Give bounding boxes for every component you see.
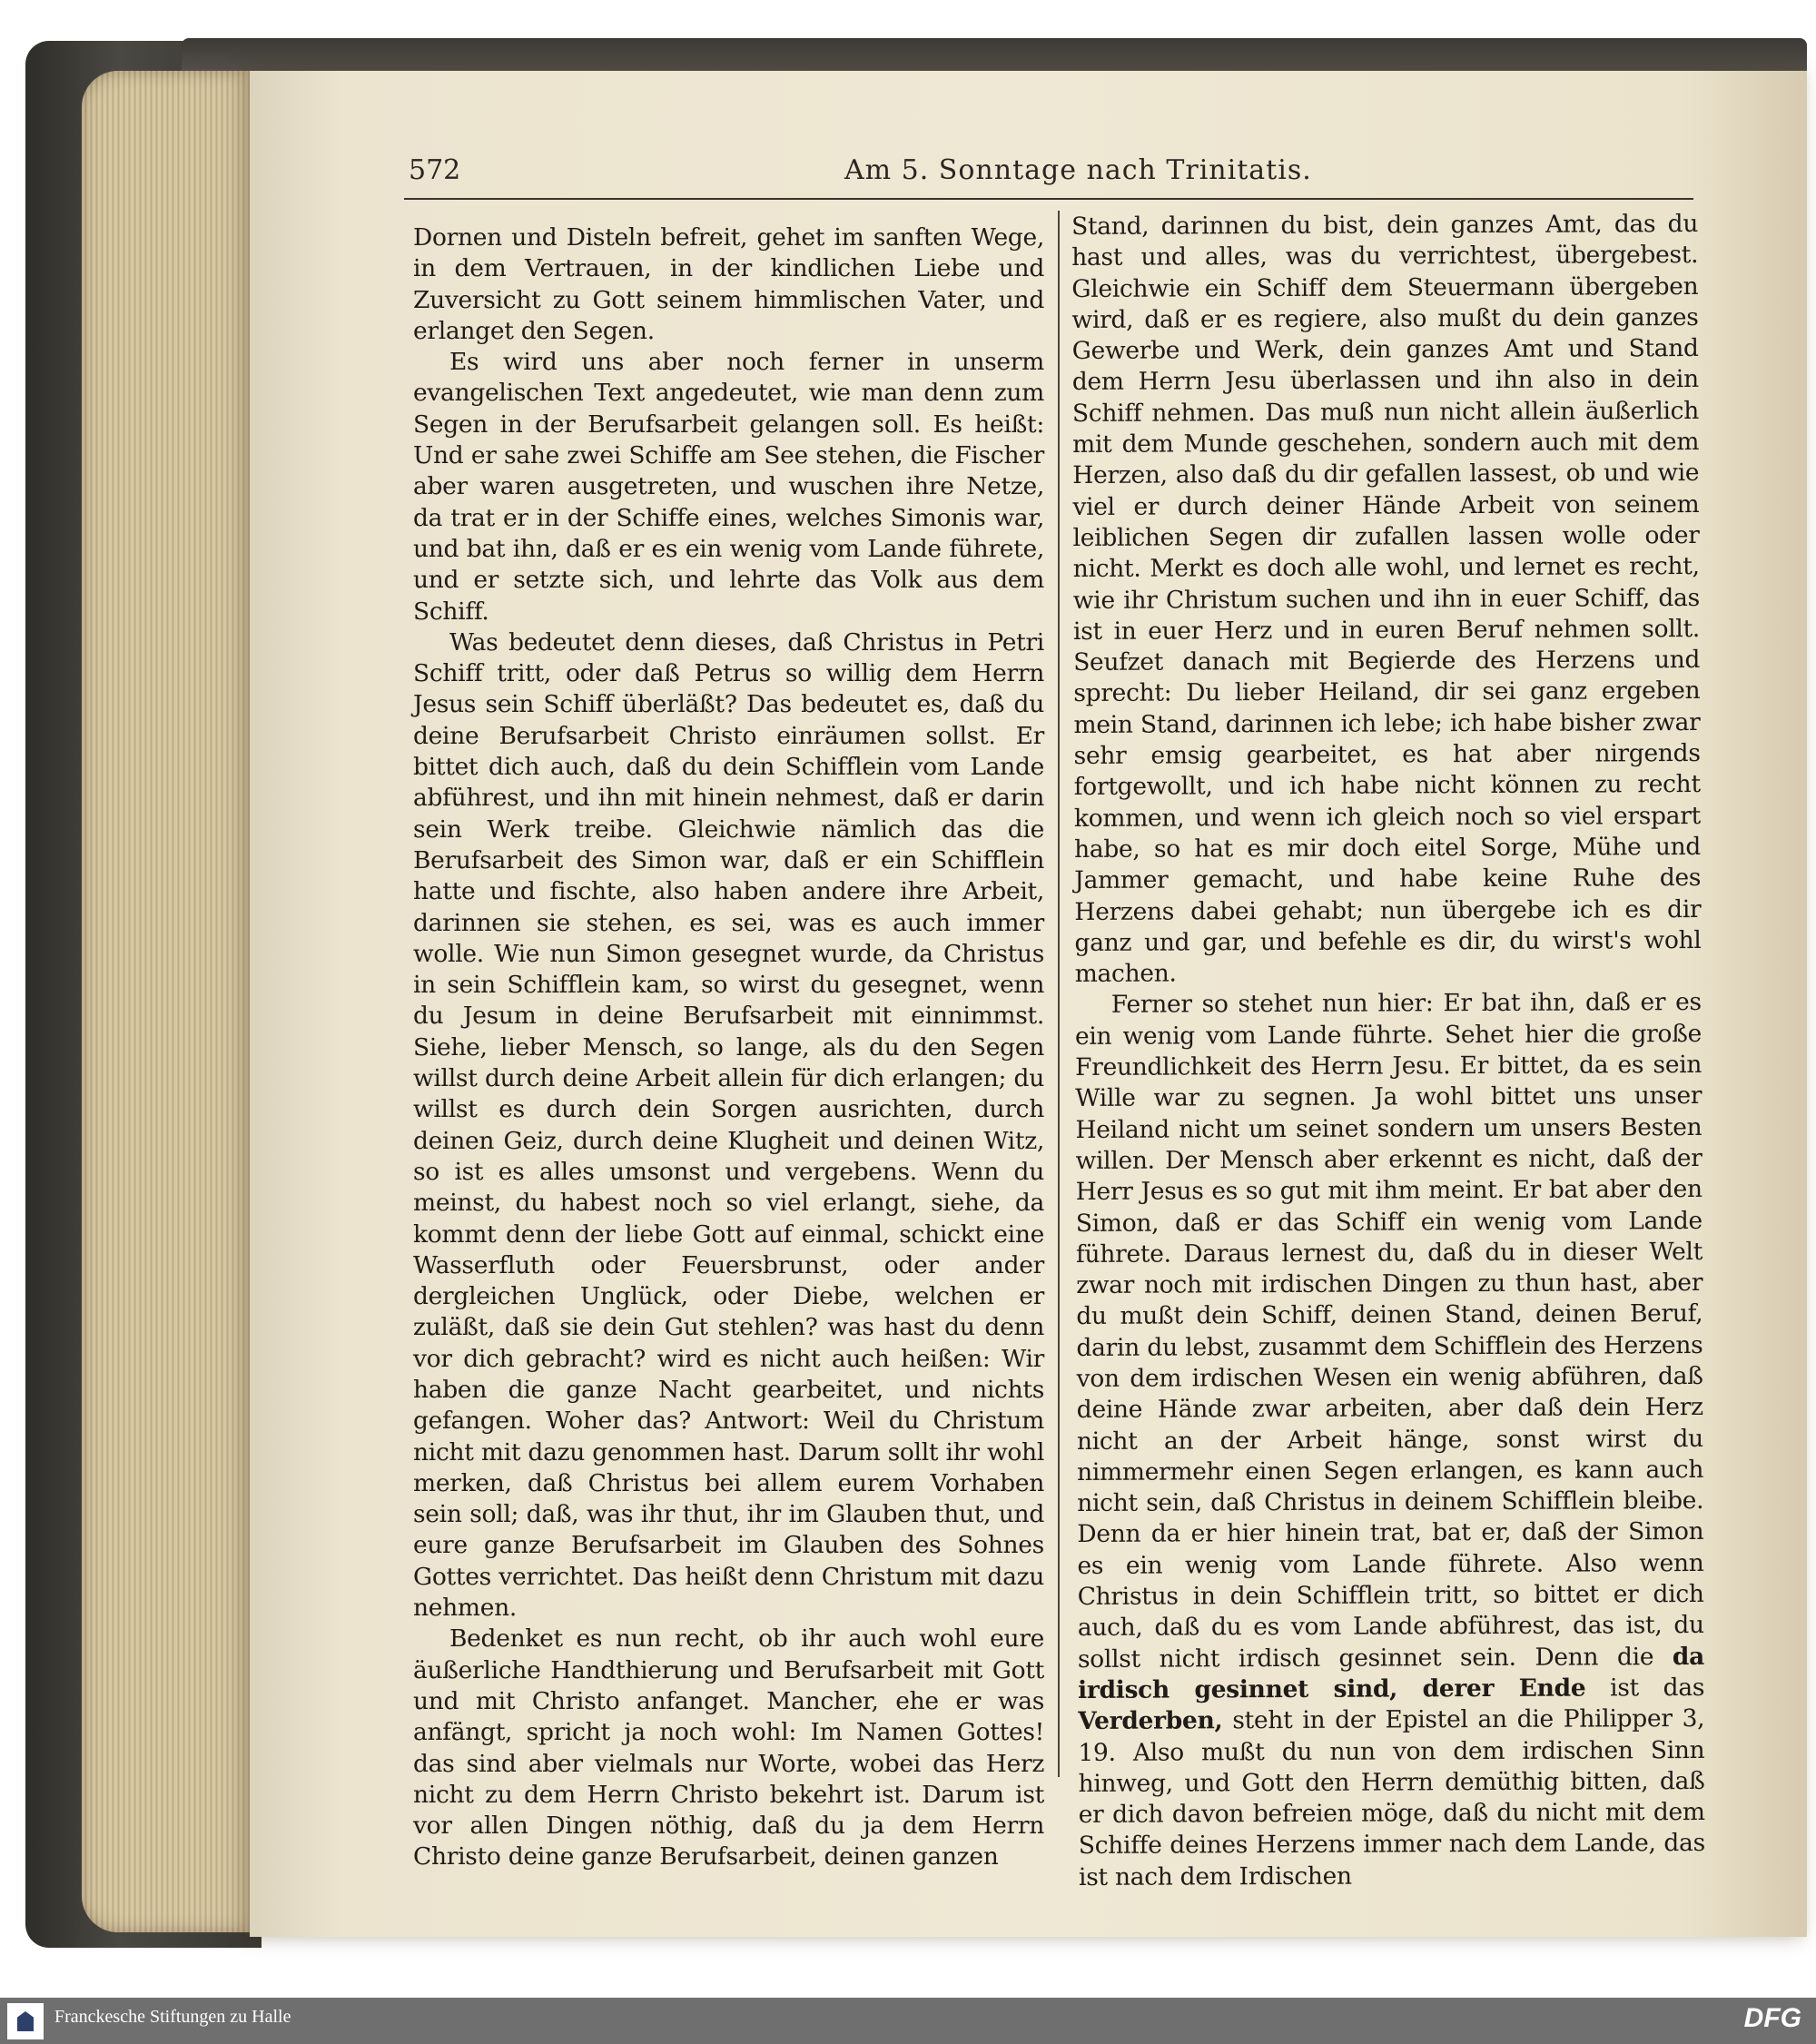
text-run: steht in der Epistel an die Philipper 3, 19. Also mußt du nun von dem irdischen Sinn hinweg, und Gott den Herrn demüthig bitten, daß er dich davon befreien möge, daß du nicht mit dem Schiffe deines Herzens immer nach dem Lande, das ist nach dem Irdischen <box>1078 1704 1705 1891</box>
bold-quote: da irdisch gesinnet sind, derer Ende <box>1078 1642 1705 1704</box>
text-run: Ferner so stehet nun hier: Er bat ihn, daß er es ein wenig vom Lande führte. Sehet hier die große Freundlichkeit des Herrn Jesu. Er bittet, da es sein Wille war zu segnen. Ja wohl bittet uns unser Heiland nicht um seinet sondern um unsers Besten willen. Der Mensch aber erkennt es nicht, daß der Herr Jesus es so gut mit ihm meint. Er bat aber den Simon, daß er das Schiff ein wenig vom Lande führete. Daraus lernest du, daß du in dieser Welt zwar noch mit irdischen Dingen zu thun hast, aber du mußt dein Schiff, deinen Stand, deinen Beruf, darin du lebst, zusammt dem Schifflein des Herzens von dem irdischen Wesen ein wenig abführen, daß deine Hände zwar arbeiten, aber daß dein Herz nicht an der Arbeit hänge, sonst wirst du nimmermehr einen Segen erlangen, es kann auch nicht sein, daß Christus in deinem Schifflein bleibe. Denn da er hier hinein trat, bat er, daß der Simon es ein wenig vom Lande führete. Also wenn Christus in dein Schifflein tritt, so bittet er dich auch, daß du es vom Lande abführest, das ist, du sollst nicht irdisch gesinnet sein. Denn die <box>1074 988 1704 1674</box>
viewer-footer <box>0 1998 1816 2044</box>
bold-quote: Verderben, <box>1078 1706 1223 1736</box>
paragraph: Stand, darinnen du bist, dein ganzes Amt, das du hast und alles, was du verrichtest, übergebest. Gleichwie ein Schiff dem Steuermann übergeben wird, daß er es regiere, also mußt du dein ganzes Gewerbe und Werk, dein ganzes Amt und Stand dem Herrn Jesu überlassen und ihn also in dein Schiff nehmen. Das muß nun nicht allein äußerlich mit dem Munde geschehen, sondern auch mit dem Herzen, also daß du dir gefallen lassest, ob und wie viel er durch deiner Hände Arbeit von seinem leiblichen Segen dir zufallen lassen wolle oder nicht. Merkt es doch alle wohl, und lernet es recht, wie ihr Christum suchen und ihn in euer Schiff, das ist in euer Herz und in euren Beruf nehmen sollt. Seufzet danach mit Begierde des Herzens und sprecht: Du lieber Heiland, dir sei ganz ergeben mein Stand, darinnen ich lebe; ich habe bisher zwar sehr emsig gearbeitet, es hat aber nirgends fortgewollt, und ich habe nicht können zu recht kommen, und wenn ich gleich noch so viel erspart habe, so hat es mir doch eitel Sorge, Mühe und Jammer gemacht, und habe keine Ruhe des Herzens dabei gehabt; nun übergebe ich es dir ganz und gar, und befehle es dir, du wirst's wohl machen. <box>1071 209 1702 989</box>
paragraph: Es wird uns aber noch ferner in unserm evangelischen Text angedeutet, wie man denn zum Segen in der Berufsarbeit gelangen soll. Es heißt: Und er sahe zwei Schiffe am See stehen, die Fischer aber waren ausgetreten, und wuschen ihre Netze, da trat er in der Schiffe eines, welches Simonis war, und bat ihn, daß er es ein wenig vom Lande führete, und er setzte sich, und lehrte das Volk aus dem Schiff. <box>413 348 1044 626</box>
text-run: ist das <box>1585 1673 1705 1703</box>
dfg-logo: DFG <box>1743 2003 1801 2033</box>
paragraph: Dornen und Disteln befreit, gehet im sanften Wege, in dem Vertrauen, in der kindlichen Liebe und Zuversicht zu Gott seinem himmlischen Vater, und erlanget den Segen. <box>413 223 1044 345</box>
running-title: Am 5. Sonntage nach Trinitatis. <box>844 154 1312 186</box>
column-divider <box>1058 211 1060 1777</box>
paragraph: Was bedeutet denn dieses, daß Christus in Petri Schiff tritt, oder daß Petrus so willig dem Herrn Jesus sein Schiff überläßt? Das bedeutet es, daß du deine Berufsarbeit Christo einräumen sollst. Er bittet dich auch, daß du dein Schifflein vom Lande abführest, und ihn mit hinein nehmest, daß er darin sein Werk treibe. Gleichwie nämlich das die Berufsarbeit des Simon war, daß er ein Schifflein hatte und fischte, also haben andere ihre Arbeit, darinnen sie stehen, es sei, was es auch immer wolle. Wie nun Simon gesegnet wurde, da Christus in sein Schifflein kam, so wirst du gesegnet, wenn du Jesum in deine Berufsarbeit mit einnimmst. Siehe, lieber Mensch, so lange, als du den Segen willst durch deine Arbeit allein für dich erlangen; du willst es durch dein Sorgen ausrichten, durch deinen Geiz, durch deine Klugheit und deinen Witz, so ist es alles umsonst und vergebens. Wenn du meinst, du habest noch so viel erlangt, siehe, da kommt denn der liebe Gott auf einmal, schickt eine Wasserfluth oder Feuersbrunst, oder ander dergleichen Unglück, oder Diebe, welchen er zuläßt, daß sie dein Gut stehlen? was hast du denn vor dich gebracht? wird es nicht auch heißen: Wir haben die ganze Nacht gearbeitet, und nichts gefangen. Woher das? Antwort: Weil du Christum nicht mit dazu genommen hast. Darum sollt ihr wohl merken, daß Christus bei allem eurem Vorhaben sein soll; daß, was ihr thut, ihr im Glauben thut, und eure ganze Berufsarbeit im Glauben des Sohnes Gottes verrichtet. Das heißt denn Christum mit dazu nehmen. <box>413 627 1044 1623</box>
page-number: 572 <box>409 154 461 186</box>
header-rule <box>404 198 1693 200</box>
institution-logo-icon <box>7 2003 44 2039</box>
page-edges <box>82 71 263 1932</box>
right-column <box>1071 209 1705 1893</box>
page-header <box>409 154 1693 200</box>
paragraph: Bedenket es nun recht, ob ihr auch wohl eure äußerliche Handthierung und Berufsarbeit mit Gott und mit Christo anfanget. Mancher, ehe er was anfängt, spricht ja noch wohl: Im Namen Gottes! das sind aber vielmals nur Worte, wobei das Herz nicht zu dem Herrn Christo bekehrt ist. Darum ist vor allen Dingen nöthig, daß du ja dem Herrn Christo deine ganze Berufsarbeit, deinen ganzen <box>413 1624 1044 1871</box>
institution-name[interactable]: Franckesche Stiftungen zu Halle <box>54 2007 291 2027</box>
left-column <box>413 222 1044 1873</box>
paragraph <box>1075 987 1705 1893</box>
